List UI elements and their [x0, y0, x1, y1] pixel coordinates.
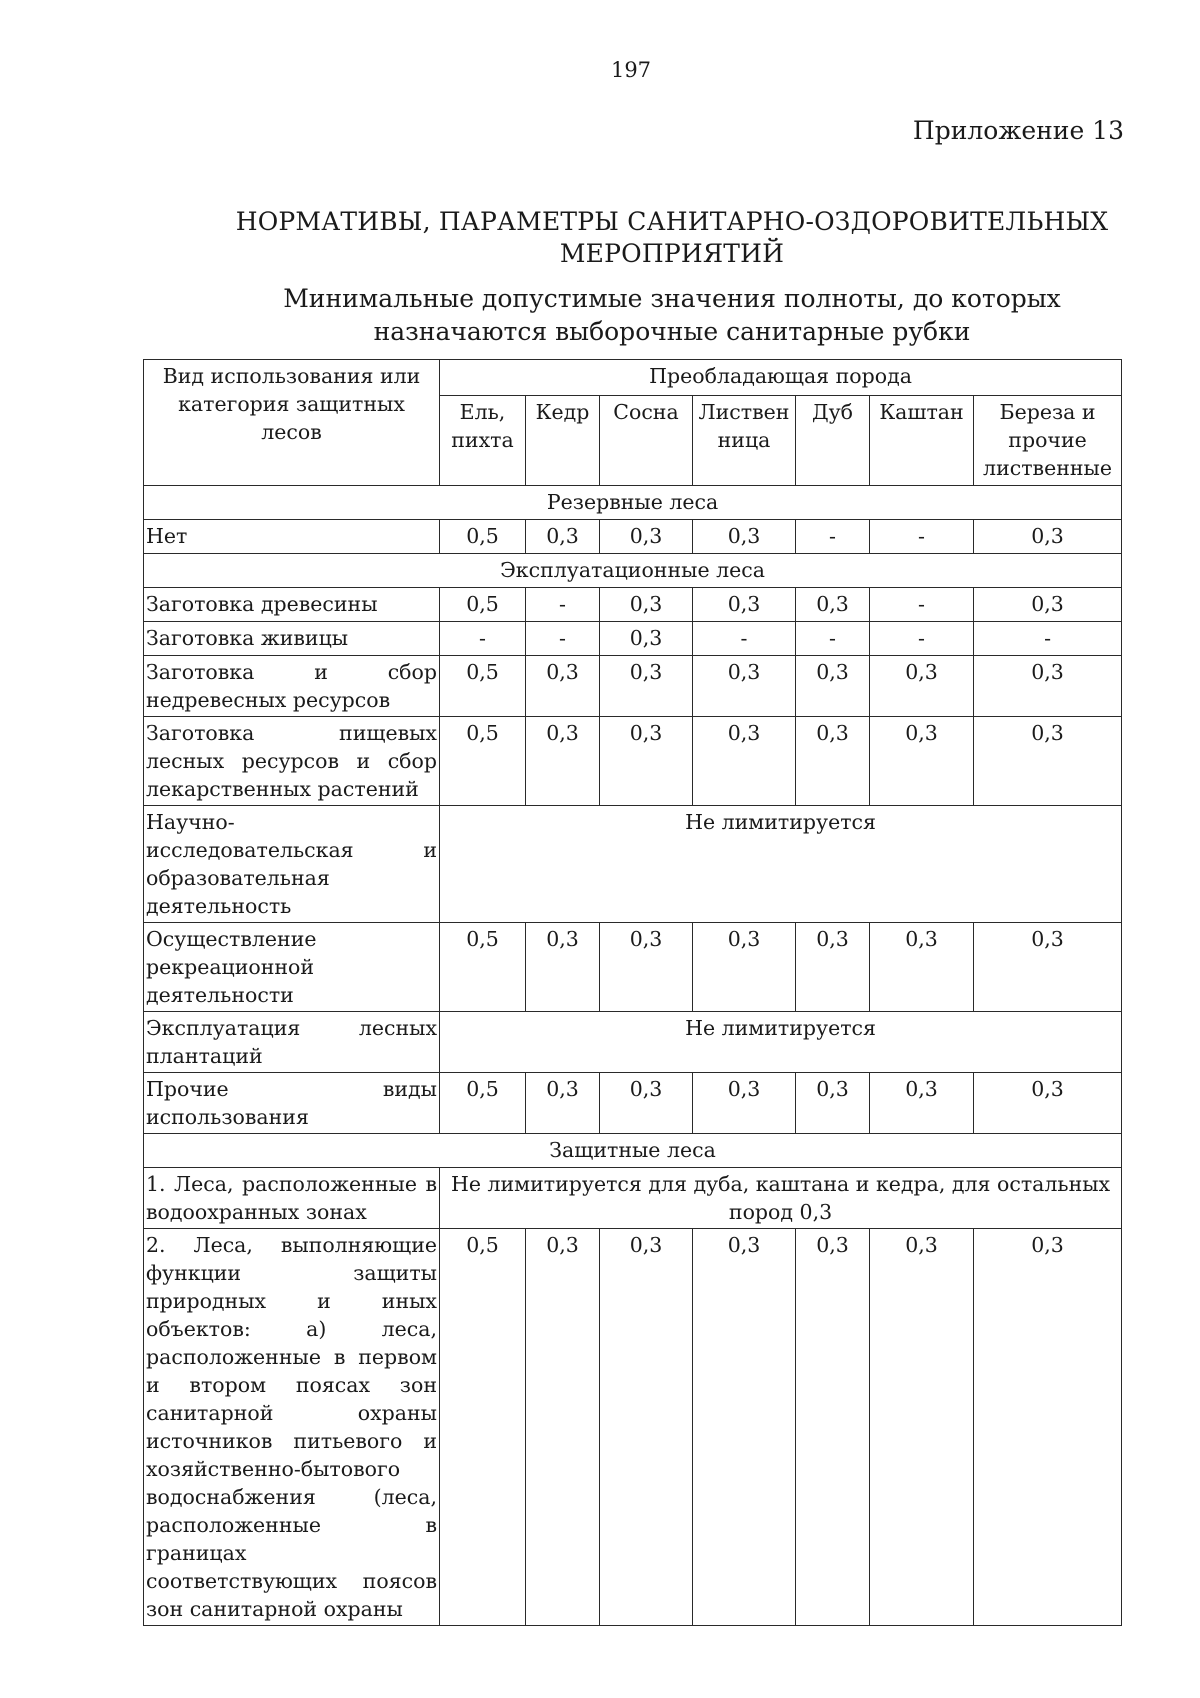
row-label: Эксплуатация лесных плантаций — [144, 1012, 440, 1073]
row-label: Прочие виды использования — [144, 1073, 440, 1134]
row-label: Научно-исследовательская и образовательная деятельность — [144, 806, 440, 923]
value-cell: 0,3 — [974, 520, 1122, 554]
value-cell: 0,3 — [870, 923, 974, 1012]
value-cell: 0,3 — [526, 717, 600, 806]
value-cell: - — [870, 520, 974, 554]
value-cell: - — [796, 520, 870, 554]
value-cell: - — [974, 622, 1122, 656]
row-label: Заготовка древесины — [144, 588, 440, 622]
row-label: Нет — [144, 520, 440, 554]
value-cell: 0,3 — [974, 656, 1122, 717]
norms-table — [143, 359, 1122, 1626]
row-label: 1. Леса, расположенные в водоохранных зонах — [144, 1168, 440, 1229]
table-row — [144, 1229, 1122, 1626]
value-cell: 0,3 — [974, 588, 1122, 622]
value-cell: 0,3 — [796, 923, 870, 1012]
appendix-label: Приложение 13 — [912, 116, 1124, 145]
species-header: Береза и прочие лиственные — [974, 396, 1122, 486]
value-cell: 0,3 — [693, 1073, 796, 1134]
value-cell: - — [796, 622, 870, 656]
species-group-header: Преобладающая порода — [440, 360, 1122, 396]
value-cell: 0,3 — [600, 717, 693, 806]
value-cell: 0,3 — [870, 717, 974, 806]
value-cell: 0,3 — [974, 1073, 1122, 1134]
table-row — [144, 588, 1122, 622]
row-label: Заготовка и сбор недревесных ресурсов — [144, 656, 440, 717]
value-cell: 0,3 — [600, 1229, 693, 1626]
row-label: Заготовка живицы — [144, 622, 440, 656]
value-cell: 0,3 — [600, 520, 693, 554]
row-label: 2. Леса, выполняющие функции защиты природных и иных объектов: а) леса, расположенные в первом и втором поясах зон санитарной охраны источников питьевого и хозяйственно-бытового водоснабжения (леса, расположенные в границах соответствующих поясов зон санитарной охраны — [144, 1229, 440, 1626]
value-cell: 0,3 — [526, 923, 600, 1012]
value-cell: 0,3 — [526, 520, 600, 554]
value-cell: 0,3 — [693, 717, 796, 806]
table-row — [144, 717, 1122, 806]
table-row — [144, 923, 1122, 1012]
value-cell: - — [870, 588, 974, 622]
value-cell: 0,3 — [600, 1073, 693, 1134]
table-subtitle: Минимальные допустимые значения полноты, до которых назначаются выборочные санитарные рубки — [283, 284, 1061, 346]
value-cell: 0,5 — [440, 1229, 526, 1626]
value-cell: 0,3 — [693, 1229, 796, 1626]
value-cell: 0,3 — [796, 656, 870, 717]
value-cell: 0,3 — [600, 588, 693, 622]
value-cell: 0,3 — [600, 923, 693, 1012]
table-row — [144, 656, 1122, 717]
species-header: Ель, пихта — [440, 396, 526, 486]
value-cell: 0,3 — [870, 1073, 974, 1134]
value-cell: - — [693, 622, 796, 656]
row-label: Заготовка пищевых лесных ресурсов и сбор лекарственных растений — [144, 717, 440, 806]
row-label: Осуществление рекреационной деятельности — [144, 923, 440, 1012]
value-cell: 0,5 — [440, 656, 526, 717]
value-cell: 0,3 — [693, 923, 796, 1012]
table-row — [144, 622, 1122, 656]
value-cell: 0,3 — [693, 588, 796, 622]
value-cell: 0,5 — [440, 717, 526, 806]
value-cell: 0,3 — [693, 656, 796, 717]
value-cell: 0,3 — [796, 588, 870, 622]
page-number: 197 — [610, 58, 652, 82]
value-cell: 0,3 — [526, 1073, 600, 1134]
section-header: Защитные леса — [144, 1134, 1122, 1168]
value-cell: 0,3 — [974, 717, 1122, 806]
corner-header: Вид использования или категория защитных лесов — [144, 360, 440, 486]
value-cell: 0,3 — [974, 1229, 1122, 1626]
value-cell: 0,3 — [796, 717, 870, 806]
section-header: Эксплуатационные леса — [144, 554, 1122, 588]
species-header: Сосна — [600, 396, 693, 486]
merged-value-cell: Не лимитируется — [440, 1012, 1122, 1073]
table-row — [144, 1012, 1122, 1073]
value-cell: 0,5 — [440, 923, 526, 1012]
table-row — [144, 806, 1122, 923]
value-cell: 0,3 — [870, 1229, 974, 1626]
table-row — [144, 1168, 1122, 1229]
value-cell: 0,5 — [440, 588, 526, 622]
value-cell: 0,3 — [796, 1073, 870, 1134]
species-header: Кедр — [526, 396, 600, 486]
value-cell: 0,3 — [526, 1229, 600, 1626]
species-header: Каштан — [870, 396, 974, 486]
value-cell: 0,3 — [526, 656, 600, 717]
value-cell: 0,3 — [870, 656, 974, 717]
table-row — [144, 1073, 1122, 1134]
value-cell: 0,3 — [600, 656, 693, 717]
value-cell: - — [526, 588, 600, 622]
value-cell: 0,3 — [693, 520, 796, 554]
table-row — [144, 520, 1122, 554]
value-cell: 0,5 — [440, 1073, 526, 1134]
species-header: Листвен ница — [693, 396, 796, 486]
merged-value-cell: Не лимитируется для дуба, каштана и кедра, для остальных пород 0,3 — [440, 1168, 1122, 1229]
value-cell: - — [440, 622, 526, 656]
value-cell: - — [870, 622, 974, 656]
document-title: НОРМАТИВЫ, ПАРАМЕТРЫ САНИТАРНО-ОЗДОРОВИТЕЛЬНЫХ МЕРОПРИЯТИЙ — [235, 207, 1109, 268]
value-cell: 0,3 — [974, 923, 1122, 1012]
value-cell: 0,5 — [440, 520, 526, 554]
species-header: Дуб — [796, 396, 870, 486]
value-cell: - — [526, 622, 600, 656]
section-header: Резервные леса — [144, 486, 1122, 520]
merged-value-cell: Не лимитируется — [440, 806, 1122, 923]
value-cell: 0,3 — [600, 622, 693, 656]
value-cell: 0,3 — [796, 1229, 870, 1626]
